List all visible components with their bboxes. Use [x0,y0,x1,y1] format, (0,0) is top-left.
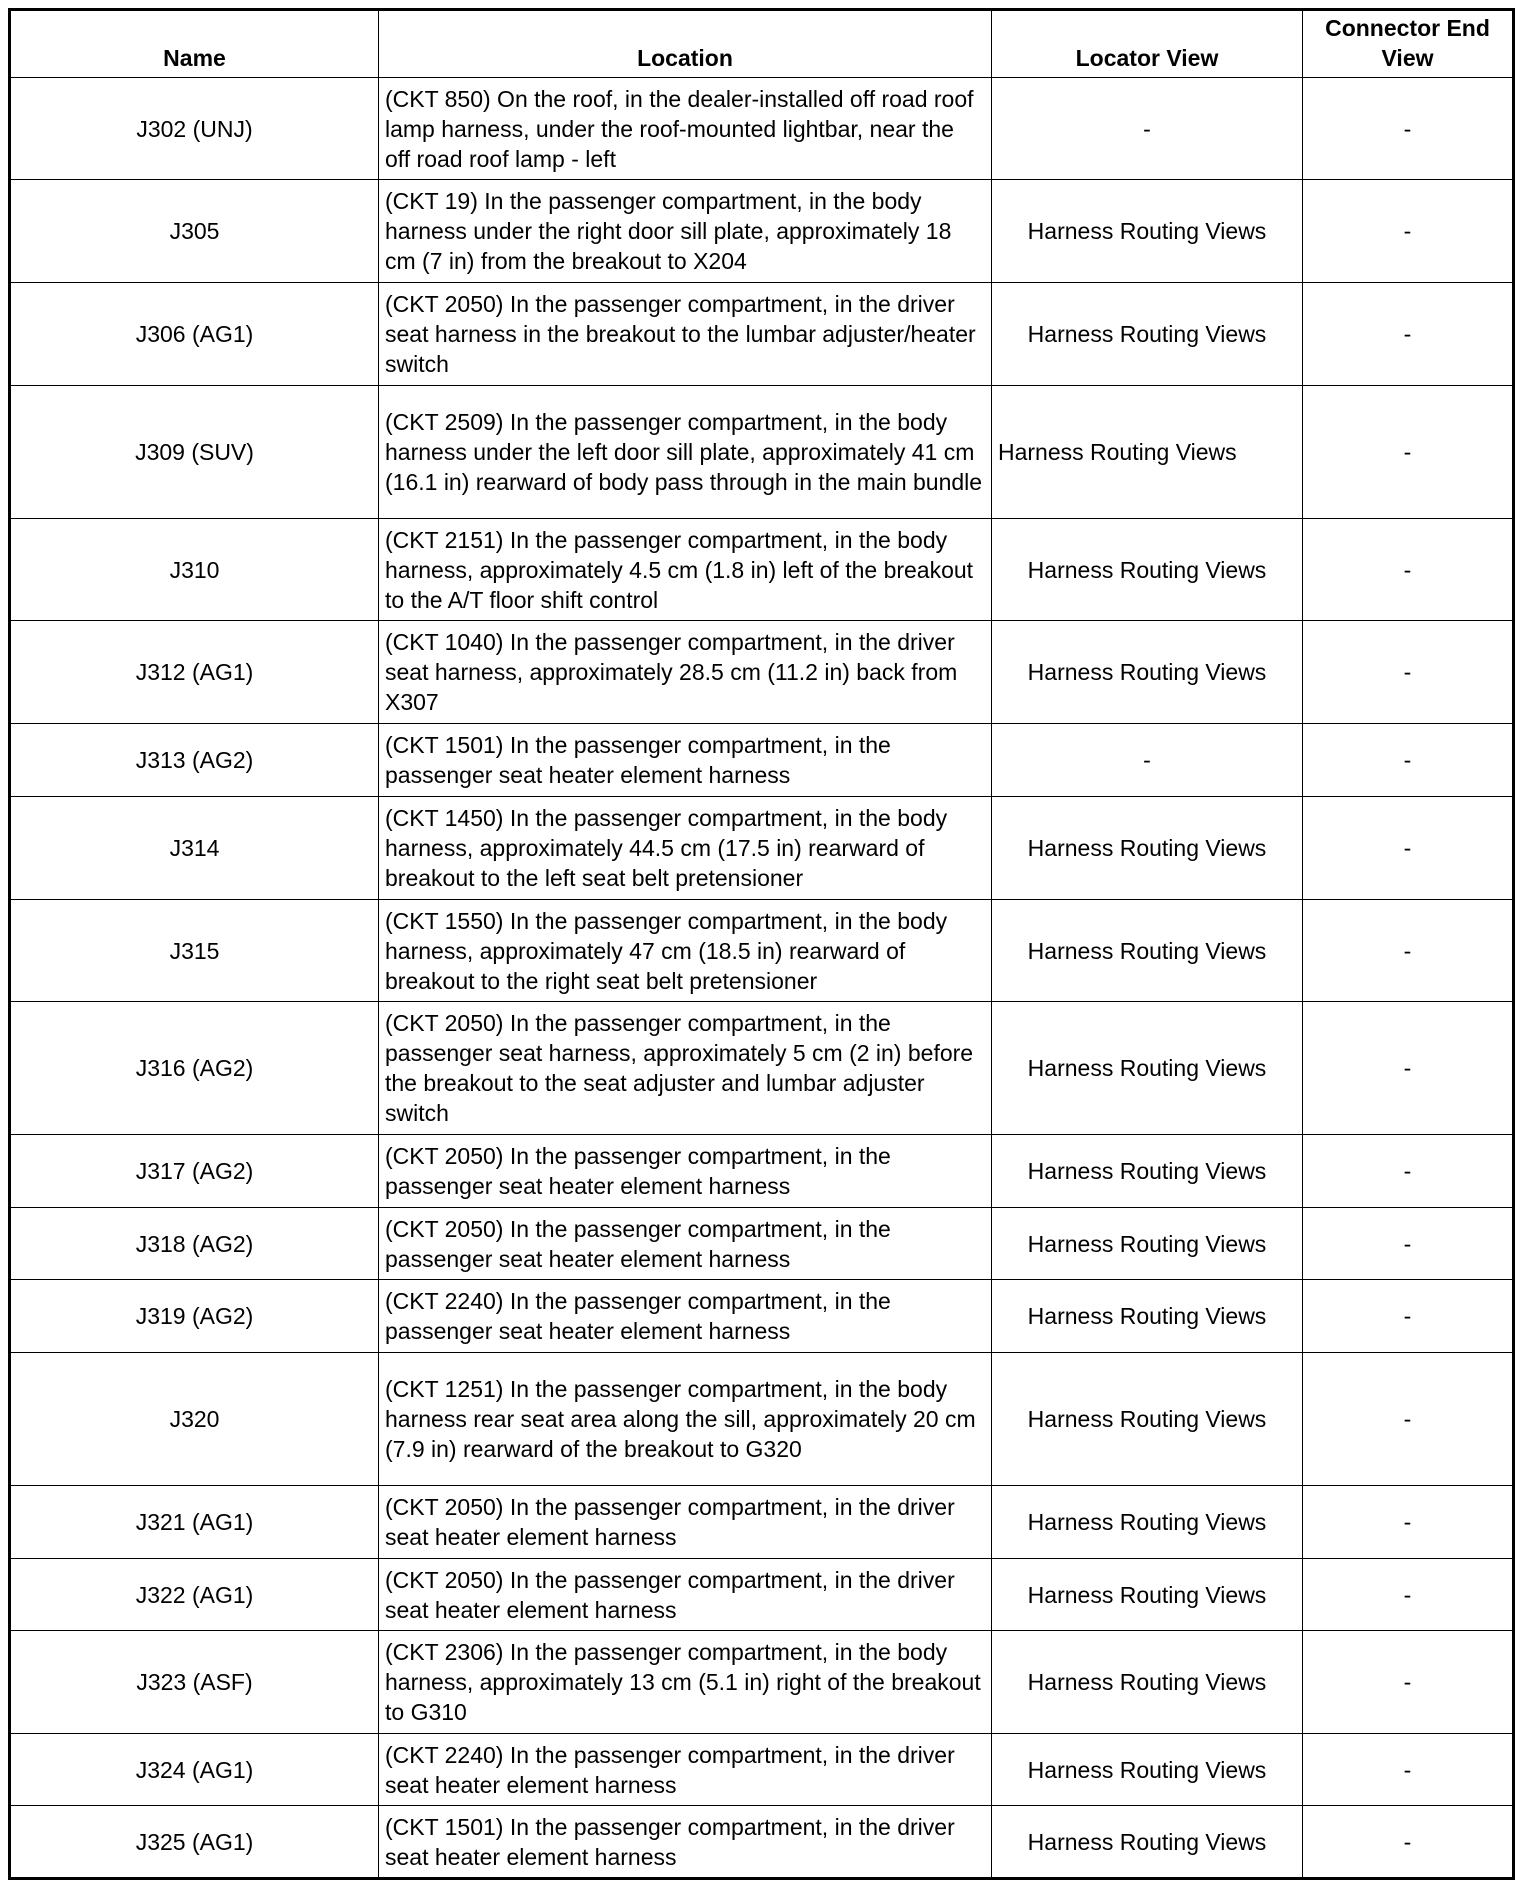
cell-name: J323 (ASF) [10,1631,379,1734]
cell-name: J325 (AG1) [10,1806,379,1879]
cell-location: (CKT 2240) In the passenger compartment, in the passenger seat heater element harness [379,1280,992,1353]
table-row [10,519,1514,621]
table-row [10,1208,1514,1280]
table-row [10,621,1514,724]
cell-locator-view[interactable]: Harness Routing Views [992,1486,1303,1559]
table-row [10,1135,1514,1208]
cell-location: (CKT 1550) In the passenger compartment, in the body harness, approximately 47 cm (18.5 in) rearward of breakout to the right seat belt pretensioner [379,900,992,1002]
cell-connector-end-view: - [1303,1002,1514,1135]
cell-location: (CKT 1251) In the passenger compartment, in the body harness rear seat area along the sill, approximately 20 cm (7.9 in) rearward of the breakout to G320 [379,1353,992,1486]
table-row [10,1002,1514,1135]
cell-connector-end-view: - [1303,386,1514,519]
cell-location: (CKT 2050) In the passenger compartment, in the driver seat heater element harness [379,1559,992,1631]
cell-name: J310 [10,519,379,621]
cell-name: J321 (AG1) [10,1486,379,1559]
cell-connector-end-view: - [1303,1806,1514,1879]
table-row [10,78,1514,180]
cell-connector-end-view: - [1303,621,1514,724]
table-row [10,386,1514,519]
table-row [10,797,1514,900]
header-locator-view: Locator View [992,10,1303,78]
cell-location: (CKT 19) In the passenger compartment, in the body harness under the right door sill plate, approximately 18 cm (7 in) from the breakout to X204 [379,180,992,283]
cell-locator-view[interactable]: Harness Routing Views [992,519,1303,621]
cell-locator-view[interactable]: Harness Routing Views [992,1806,1303,1879]
cell-location: (CKT 1501) In the passenger compartment, in the driver seat heater element harness [379,1806,992,1879]
cell-location: (CKT 850) On the roof, in the dealer-installed off road roof lamp harness, under the roof-mounted lightbar, near the off road roof lamp - left [379,78,992,180]
table-row [10,1559,1514,1631]
cell-locator-view[interactable]: Harness Routing Views [992,900,1303,1002]
cell-connector-end-view: - [1303,1631,1514,1734]
cell-locator-view[interactable]: Harness Routing Views [992,1734,1303,1806]
cell-name: J320 [10,1353,379,1486]
cell-locator-view[interactable]: Harness Routing Views [992,1631,1303,1734]
cell-locator-view[interactable]: Harness Routing Views [992,797,1303,900]
cell-locator-view[interactable]: Harness Routing Views [992,1559,1303,1631]
cell-name: J317 (AG2) [10,1135,379,1208]
cell-connector-end-view: - [1303,900,1514,1002]
table-row [10,1486,1514,1559]
cell-locator-view[interactable]: Harness Routing Views [992,621,1303,724]
cell-name: J306 (AG1) [10,283,379,386]
cell-locator-view[interactable]: Harness Routing Views [992,1280,1303,1353]
cell-locator-view[interactable]: Harness Routing Views [992,386,1303,519]
cell-connector-end-view: - [1303,797,1514,900]
cell-locator-view: - [992,78,1303,180]
cell-name: J315 [10,900,379,1002]
cell-name: J324 (AG1) [10,1734,379,1806]
cell-connector-end-view: - [1303,1486,1514,1559]
cell-connector-end-view: - [1303,519,1514,621]
cell-name: J319 (AG2) [10,1280,379,1353]
cell-connector-end-view: - [1303,180,1514,283]
cell-locator-view: - [992,724,1303,797]
cell-locator-view[interactable]: Harness Routing Views [992,180,1303,283]
cell-connector-end-view: - [1303,1135,1514,1208]
cell-name: J305 [10,180,379,283]
cell-name: J322 (AG1) [10,1559,379,1631]
cell-locator-view[interactable]: Harness Routing Views [992,1002,1303,1135]
table-row [10,283,1514,386]
table-row [10,724,1514,797]
cell-connector-end-view: - [1303,1280,1514,1353]
table-row [10,1631,1514,1734]
cell-locator-view[interactable]: Harness Routing Views [992,1353,1303,1486]
cell-location: (CKT 2050) In the passenger compartment, in the passenger seat heater element harness [379,1135,992,1208]
table-row [10,900,1514,1002]
table-row [10,1280,1514,1353]
cell-locator-view[interactable]: Harness Routing Views [992,1135,1303,1208]
cell-connector-end-view: - [1303,283,1514,386]
cell-connector-end-view: - [1303,78,1514,180]
cell-location: (CKT 2306) In the passenger compartment, in the body harness, approximately 13 cm (5.1 in) right of the breakout to G310 [379,1631,992,1734]
cell-location: (CKT 2240) In the passenger compartment, in the driver seat heater element harness [379,1734,992,1806]
cell-locator-view[interactable]: Harness Routing Views [992,1208,1303,1280]
header-name: Name [10,10,379,78]
cell-location: (CKT 1040) In the passenger compartment, in the driver seat harness, approximately 28.5 cm (11.2 in) back from X307 [379,621,992,724]
cell-name: J302 (UNJ) [10,78,379,180]
table-body [10,78,1514,1879]
cell-name: J312 (AG1) [10,621,379,724]
cell-location: (CKT 2050) In the passenger compartment, in the passenger seat heater element harness [379,1208,992,1280]
table-row [10,1806,1514,1879]
cell-location: (CKT 2509) In the passenger compartment, in the body harness under the left door sill plate, approximately 41 cm (16.1 in) rearward of body pass through in the main bundle [379,386,992,519]
cell-connector-end-view: - [1303,724,1514,797]
header-row [10,10,1514,78]
cell-connector-end-view: - [1303,1559,1514,1631]
cell-location: (CKT 2050) In the passenger compartment, in the driver seat heater element harness [379,1486,992,1559]
table-row [10,1353,1514,1486]
cell-connector-end-view: - [1303,1208,1514,1280]
table-row [10,180,1514,283]
header-location: Location [379,10,992,78]
cell-name: J318 (AG2) [10,1208,379,1280]
cell-location: (CKT 2050) In the passenger compartment, in the passenger seat harness, approximately 5 cm (2 in) before the breakout to the seat adjuster and lumbar adjuster switch [379,1002,992,1135]
cell-location: (CKT 1450) In the passenger compartment, in the body harness, approximately 44.5 cm (17.5 in) rearward of breakout to the left seat belt pretensioner [379,797,992,900]
cell-name: J309 (SUV) [10,386,379,519]
cell-name: J313 (AG2) [10,724,379,797]
document [8,8,1512,1880]
cell-location: (CKT 2050) In the passenger compartment, in the driver seat harness in the breakout to the lumbar adjuster/heater switch [379,283,992,386]
cell-location: (CKT 1501) In the passenger compartment, in the passenger seat heater element harness [379,724,992,797]
cell-name: J316 (AG2) [10,1002,379,1135]
header-connector-end-view: Connector End View [1303,10,1514,78]
cell-name: J314 [10,797,379,900]
table-row [10,1734,1514,1806]
cell-location: (CKT 2151) In the passenger compartment, in the body harness, approximately 4.5 cm (1.8 in) left of the breakout to the A/T floor shift control [379,519,992,621]
cell-connector-end-view: - [1303,1734,1514,1806]
cell-locator-view[interactable]: Harness Routing Views [992,283,1303,386]
splice-location-table [8,8,1515,1880]
cell-connector-end-view: - [1303,1353,1514,1486]
